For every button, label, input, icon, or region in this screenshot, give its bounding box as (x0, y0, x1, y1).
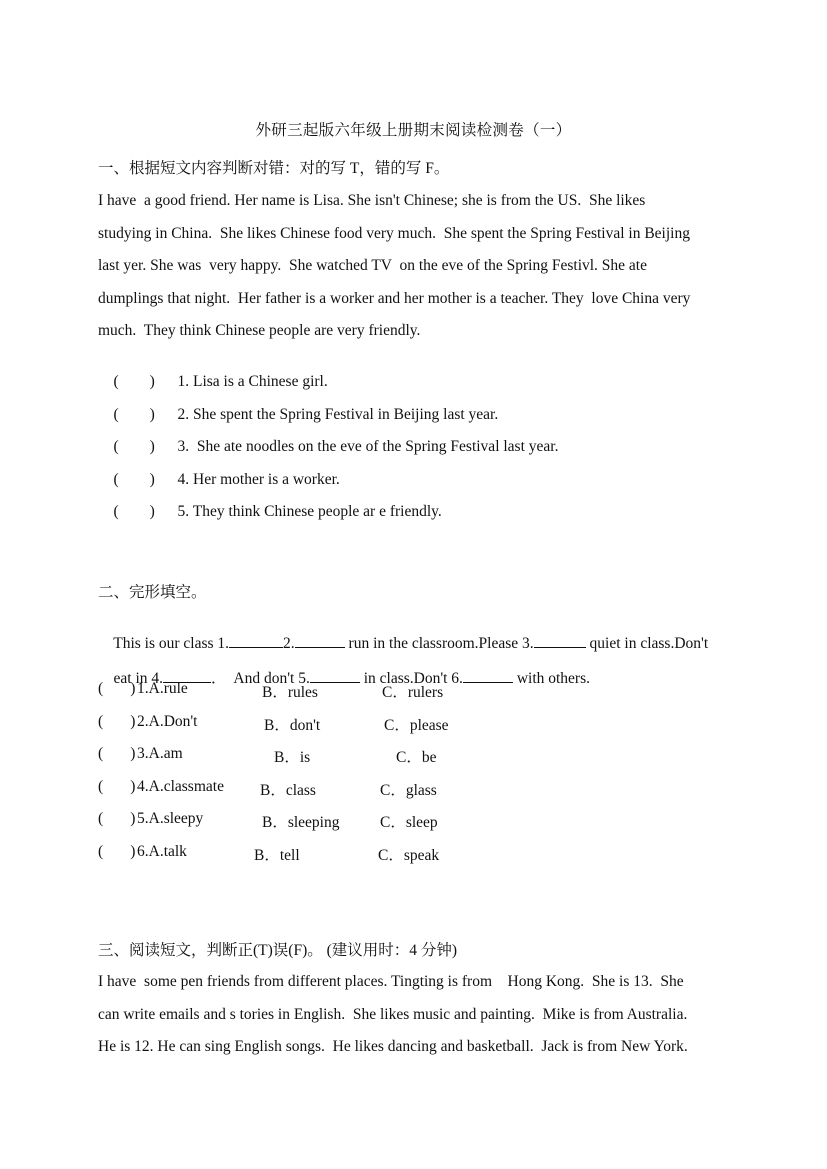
option-c: C．rulers (382, 684, 444, 701)
cloze-text: This is our class 1. (113, 635, 230, 652)
cloze-text: eat in 4. (113, 670, 163, 687)
answer-blank[interactable]: ( ) (113, 471, 155, 488)
passage-line: He is 12. He can sing English songs. He likes dancing and basketball. Jack is from New York. (98, 1038, 688, 1055)
option-b: B．don't (264, 717, 321, 734)
option-c: C．sleep (380, 814, 438, 831)
option-a: 4.A.classmate (137, 778, 224, 795)
question-text: 5. They think Chinese people ar e friendly. (177, 503, 442, 520)
section-2-heading: 二、完形填空。 (98, 584, 207, 601)
option-c: C．be (396, 749, 437, 766)
answer-blank[interactable]: ( ) (113, 438, 155, 455)
cloze-blank-3[interactable] (534, 633, 586, 648)
answer-blank[interactable]: ( ) (98, 713, 136, 730)
answer-blank[interactable]: ( ) (98, 745, 136, 762)
cloze-blank-6[interactable] (463, 668, 513, 683)
answer-blank[interactable]: ( ) (113, 503, 155, 520)
option-c: C．please (384, 717, 449, 734)
page-title: 外研三起版六年级上册期末阅读检测卷（一） (255, 122, 572, 139)
passage-line: studying in China. She likes Chinese food very much. She spent the Spring Festival in Beijing (98, 224, 690, 242)
option-b: B．is (274, 749, 311, 766)
option-a: 6.A.talk (137, 843, 187, 860)
passage-line: much. They think Chinese people are very friendly. (98, 322, 421, 339)
answer-blank[interactable]: ( ) (98, 778, 136, 795)
question-text: 2. She spent the Spring Festival in Beijing last year. (177, 406, 499, 423)
cloze-text: run in the classroom.Please 3. (344, 635, 534, 652)
cloze-blank-1[interactable] (229, 633, 283, 648)
option-c: C．speak (378, 847, 440, 864)
option-a: 1.A.rule (137, 680, 188, 697)
answer-blank[interactable]: ( ) (98, 680, 136, 697)
question-text: 1. Lisa is a Chinese girl. (177, 373, 328, 390)
section-3-passage (98, 966, 731, 1064)
cloze-text: 2. (283, 635, 295, 652)
answer-blank[interactable]: ( ) (113, 373, 155, 390)
option-b: B．sleeping (262, 814, 340, 831)
section-1-passage (98, 185, 731, 348)
option-c: C．glass (380, 782, 437, 799)
option-a: 2.A.Don't (137, 713, 198, 730)
passage-line: last yer. She was very happy. She watched TV on the eve of the Spring Festivl. She ate (98, 257, 647, 274)
section-1-question (98, 485, 442, 539)
passage-line: I have a good friend. Her name is Lisa. She isn't Chinese; she is from the US. She likes (98, 192, 646, 209)
passage-line: can write emails and s tories in English. She likes music and painting. Mike is from Australia. (98, 1005, 688, 1023)
question-text: 3. She ate noodles on the eve of the Spring Festival last year. (177, 438, 559, 455)
question-text: 4. Her mother is a worker. (177, 471, 340, 488)
option-a: 5.A.sleepy (137, 810, 204, 827)
cloze-blank-2[interactable] (295, 633, 345, 648)
answer-blank[interactable]: ( ) (98, 810, 136, 827)
section-3-heading: 三、阅读短文，判断正(T)误(F)。 (建议用时：4 分钟) (98, 942, 458, 959)
option-b: B．class (260, 782, 316, 799)
option-b: B．tell (254, 847, 300, 864)
option-a: 3.A.am (137, 745, 183, 762)
cloze-text: with others. (512, 670, 590, 687)
answer-blank[interactable]: ( ) (98, 843, 136, 860)
section-1-heading: 一、根据短文内容判断对错：对的写 T，错的写 F。 (98, 160, 450, 177)
passage-line: I have some pen friends from different places. Tingting is from Hong Kong. She is 13. She (98, 973, 684, 990)
passage-line: dumplings that night. Her father is a worker and her mother is a teacher. They love China very (98, 289, 691, 307)
cloze-text: quiet in class.Don't (585, 635, 709, 652)
cloze-text: ． And don't 5. (211, 670, 310, 687)
answer-blank[interactable]: ( ) (113, 406, 155, 423)
option-b: B．rules (262, 684, 318, 701)
cloze-text: in class.Don't 6. (359, 670, 463, 687)
